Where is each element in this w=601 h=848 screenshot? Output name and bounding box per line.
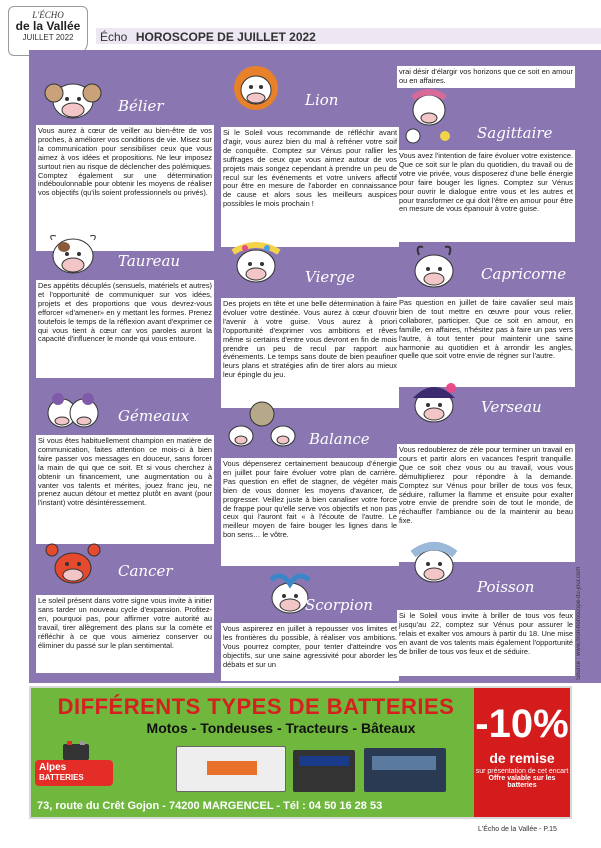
sign-title: Vierge bbox=[305, 268, 355, 286]
gemeaux-icon bbox=[44, 387, 102, 433]
sign-text: Pas question en juillet de faire cavalier seul mais bien de tout mettre en œuvre pour vous relier, collaborer, participer. Que ce soit en amour, en famille, en affaires, n'hésitez pas à faire un pas vers l'autre, à tout tenter pour maintenir une saine harmonie au quotidien et à arrondir les angles, quelle que soit votre envie de régner sur l'autre. bbox=[397, 297, 575, 387]
sign-text: Vous aurez à cœur de veiller au bien-être de vos proches, à améliorer vos conditions de vie. Misez sur la communication pour sensibiliser ceux que vous aimez à vos idées et propositions. Ne leur imposez surtout rien au risque de déclencher des polémiques. Comptez également sur une détermination indéboulonnable pour obtenir les moyens de réaliser vos objectifs (qu'ils soient professionnels ou privés). bbox=[36, 125, 214, 251]
sign-text: Le soleil présent dans votre signe vous invite à initier sans tarder un nouveau cycle d'expansion. Profitez-en, pourquoi pas, pour affirmer votre autorité au travail, tirer allègrement des plans sur la comète et réfléchir à ce que vous aimeriez conserver ou éliminer du passé sur le plan sentimental. bbox=[36, 595, 214, 673]
sign-title: Taureau bbox=[118, 252, 181, 270]
sign-title: Verseau bbox=[481, 398, 542, 416]
tag-line1: L'ÉCHO bbox=[32, 10, 64, 20]
scorpion-continued-text: vrai désir d'élargir vos horizons que ce soit en amour ou en affaires. bbox=[397, 66, 575, 88]
sign-text: Si vous êtes habituellement champion en matière de communication, faites attention ce mois-ci à bien faire passer vos messages en douceur, sans forcer la main de qui que ce soit. Et si vous cherchez à obtenir un financement, une augmentation ou à vanter vos talents et mérites, jouez franc jeu, ne prenez aucun détour et mettez plutôt en avant (pour l'instant) votre désintéressement. bbox=[36, 435, 214, 544]
logo-line2: BATTERIES bbox=[39, 773, 84, 782]
cancer-icon bbox=[44, 542, 102, 588]
verseau-icon bbox=[405, 380, 463, 426]
discount-label: de remise bbox=[489, 750, 555, 766]
belier-icon bbox=[44, 77, 102, 123]
ad-subtitle: Motos - Tondeuses - Tracteurs - Bâteaux bbox=[146, 720, 416, 736]
sign-title: Poisson bbox=[477, 578, 535, 596]
boat-battery-image bbox=[364, 748, 446, 792]
discount-percent: -10% bbox=[475, 702, 569, 746]
taureau-icon bbox=[44, 232, 102, 278]
sign-text: Si le Soleil vous invite à briller de tous vos feux jusqu'au 22, comptez sur Vénus pour assurer le relais et exalter vos amours à partir du 18. Une mise en avant de vos talents mais également l'opportunité de briller de tous vos feux et de séduire. bbox=[397, 610, 575, 676]
sign-text: Des projets en tête et une belle détermination à faire évoluer votre destinée. Vous aurez à cœur d'ouvrir l'avenir à votre guise. Vous aurez à priori l'opportunité d'exprimer vos ambitions et rêves même si certains d'entre vous devront en fin de mois prendre un peu de recul par rapport aux événements. Le temps sans doute de bien peaufiner leurs plans et stratégies afin de tirer alors au mieux leur épingle du jeu. bbox=[221, 298, 399, 408]
sign-text: Vous dépenserez certainement beaucoup d'énergie en juillet pour faire évoluer votre plan de carrière. Pas question en effet de stagner, de végéter mais bien de vous donner les moyens d'avancer, de progresser. Veillez juste à bien canaliser votre force de frappe pour qu'elle serve vos objectifs et non pas ceux qui l'auront fait « à l'écoute de l'autre. Le meilleur moyen de faire bouger les lignes dans le bon sens… le vôtre. bbox=[221, 458, 399, 566]
header-prefix: Écho bbox=[100, 30, 128, 44]
page-header bbox=[96, 28, 601, 44]
sign-title: Lion bbox=[305, 91, 339, 109]
capricorne-icon bbox=[405, 245, 463, 291]
header-title: HOROSCOPE DE JUILLET 2022 bbox=[135, 30, 316, 44]
ad-title: DIFFÉRENTS TYPES DE BATTERIES bbox=[57, 694, 455, 719]
sign-title: Sagittaire bbox=[477, 124, 553, 142]
sagittaire-icon bbox=[401, 88, 457, 146]
discount-condition1: sur présentation de cet encart bbox=[475, 768, 569, 775]
sign-text: Vous avez l'intention de faire évoluer votre existence. Que ce soit sur le plan du quotidien, du travail ou de votre vie privée, vous disposerez d'une belle énergie pour faire bouger les lignes. Comptez sur Vénus pour ouvrir le dialogue entre vous et les autres et pour transformer ce qui doit l'être en amour pour être en mesure de vous épanouir à votre guise. bbox=[397, 150, 575, 242]
sign-title: Gémeaux bbox=[118, 407, 190, 425]
lion-icon bbox=[227, 65, 285, 111]
sign-title: Cancer bbox=[118, 562, 173, 580]
battery-label-icon bbox=[207, 761, 257, 775]
truck-battery-image bbox=[176, 746, 286, 792]
battery-label-icon bbox=[299, 756, 349, 766]
balance-icon bbox=[227, 400, 297, 448]
ad-address: 73, route du Crêt Gojon - 74200 MARGENCEL - Tél : 04 50 16 28 53 bbox=[37, 800, 383, 812]
discount-box bbox=[474, 688, 570, 817]
alpes-batteries-logo bbox=[35, 740, 115, 790]
battery-logo-icon bbox=[61, 740, 91, 762]
tag-line3: JUILLET 2022 bbox=[22, 33, 74, 42]
poisson-icon bbox=[405, 540, 463, 586]
publication-tag bbox=[8, 6, 88, 56]
vierge-icon bbox=[227, 240, 285, 286]
sign-title: Balance bbox=[309, 430, 370, 448]
sign-text: Vous redoublerez de zèle pour terminer un travail en cours et partir alors en vacances l'esprit tranquille. Que ce soit chez vous ou au travail, vous vous démultiplierez pour répondre à la demande. Comptez sur Vénus pour briller de tous vos feux, séduire, rallumer la flamme et ensuite pour exalter votre envie de prendre soin de tout le monde, de réchauffer l'ambiance ou de la maintenir au beau fixe. bbox=[397, 444, 575, 562]
logo-line1: Alpes bbox=[39, 762, 67, 773]
sign-text: Vous aspirerez en juillet à repousser vos limites et les frontières du possible, à réaliser vos ambitions. Vous pourrez compter, pour tenter d'atteindre vos objectifs, sur une saine agressivité pour aborder les débats et sur un bbox=[221, 623, 399, 681]
discount-condition2: Offre valable sur les batteries bbox=[488, 775, 556, 789]
source-credit: Source : www.mon-horoscope-du-jour.com bbox=[576, 566, 582, 680]
battery-label-icon bbox=[372, 756, 436, 770]
sign-text: Des appétits décuplés (sensuels, matériels et autres) et l'opportunité de communiquer sur vos idées, projets et des proportions que vous devrez-vous efforcer «d'amener» en y mettant les formes. Prenez toutefois le temps de la réflexion avant d'exprimer ce qui vous tient à cœur car vos paroles auront la capacité d'influencer le monde qui vous entoure. bbox=[36, 280, 214, 378]
sign-title: Capricorne bbox=[481, 265, 567, 283]
battery-advertisement bbox=[29, 686, 572, 819]
tag-line2: de la Vallée bbox=[15, 19, 81, 33]
sign-title: Scorpion bbox=[305, 596, 373, 614]
sign-title: Bélier bbox=[118, 97, 164, 115]
page-footer: L'Écho de la Vallée - P.15 bbox=[478, 826, 557, 833]
moto-battery-image bbox=[293, 750, 355, 792]
horoscope-panel bbox=[29, 50, 601, 683]
sign-text: Si le Soleil vous recommande de réfléchir avant d'agir, vous aurez bien du mal à refréner votre soif de conquête. Comptez sur Vénus pour rallier les suffrages de ceux que vous aimez autour de vos projets mais songez cependant à prendre un peu de recul sur les événements et votre univers affectif pour être en mesure de l'aborder en connaissance de cause et alors sous les meilleurs auspices possibles le mois prochain ! bbox=[221, 127, 399, 247]
